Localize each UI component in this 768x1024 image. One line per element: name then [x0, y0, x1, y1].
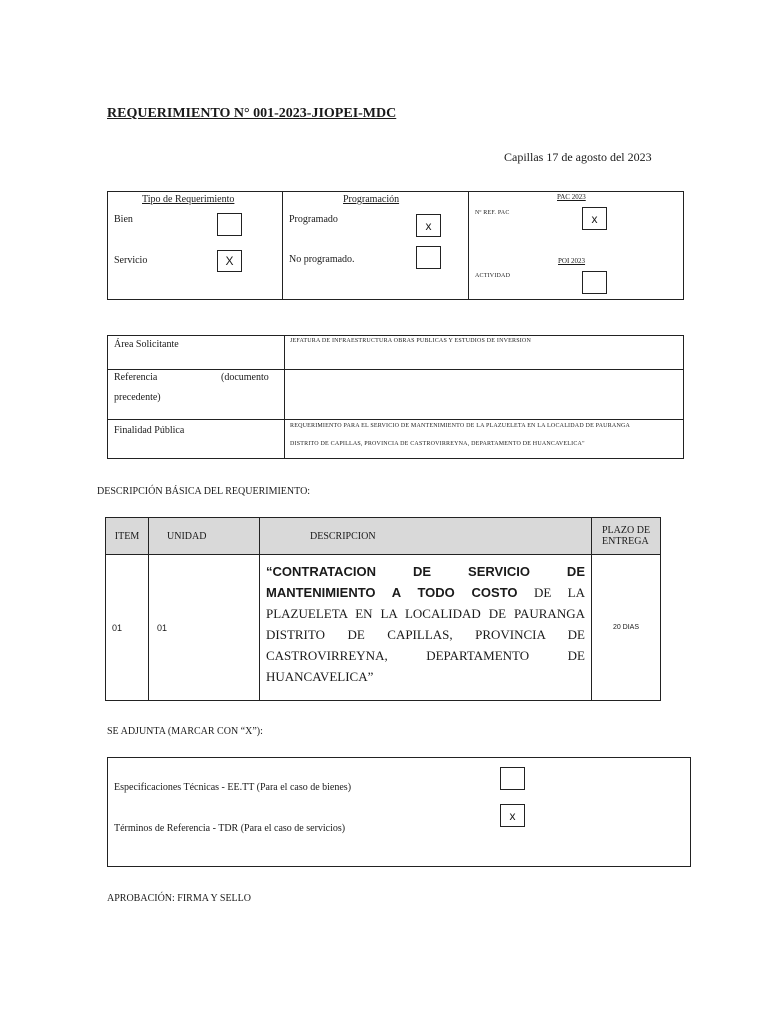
bien-label: Bien: [114, 214, 133, 225]
finalidad-value-1: REQUERIMIENTO PARA EL SERVICIO DE MANTENIMIENTO DE LA PLAZUELETA EN LA LOCALIDAD DE PAURANGA: [290, 423, 631, 429]
referencia-label: Referencia: [114, 372, 158, 383]
table-header-row: [106, 518, 661, 555]
row-descripcion-rest: DE LA PLAZUELETA EN LA LOCALIDAD DE PAURANGA DISTRITO DE CAPILLAS, PROVINCIA DE CASTROVIRREYNA, DEPARTAMENTO DE HUANCAVELICA”: [266, 585, 585, 684]
tipo-header: Tipo de Requerimiento: [142, 194, 235, 205]
area-label: Área Solicitante: [114, 339, 179, 350]
col-unidad: UNIDAD: [149, 518, 260, 555]
bien-checkbox[interactable]: [217, 213, 242, 236]
finalidad-label: Finalidad Pública: [114, 425, 185, 436]
col-descripcion: DESCRIPCION: [260, 518, 592, 555]
programado-checkbox[interactable]: x: [416, 214, 441, 237]
servicio-label: Servicio: [114, 255, 148, 266]
programacion-header: Programación: [343, 194, 400, 205]
poi-header: POI 2023: [558, 257, 586, 265]
row-descripcion-bold: “CONTRATACION DE SERVICIO DE MANTENIMIENTO A TODO COSTO: [266, 564, 585, 600]
descripcion-table: [105, 517, 661, 701]
actividad-label: ACTIVIDAD: [475, 273, 511, 279]
document-title: REQUERIMIENTO N° 001-2023-JIOPEI-MDC: [107, 106, 397, 121]
row-item: 01: [106, 555, 149, 701]
adjunta-section-title: SE ADJUNTA (MARCAR CON “X”):: [107, 726, 263, 737]
document-date: Capillas 17 de agosto del 2023: [504, 150, 652, 164]
programado-label: Programado: [289, 214, 338, 225]
tdr-label: Términos de Referencia - TDR (Para el caso de servicios): [114, 823, 346, 834]
tdr-checkbox[interactable]: x: [500, 804, 525, 827]
pac-header: PAC 2023: [557, 193, 586, 201]
actividad-checkbox[interactable]: [582, 271, 607, 294]
no-programado-checkbox[interactable]: [416, 246, 441, 269]
eett-label: Especificaciones Técnicas - EE.TT (Para el caso de bienes): [114, 782, 352, 793]
eett-checkbox[interactable]: [500, 767, 525, 790]
finalidad-value-2: DISTRITO DE CAPILLAS, PROVINCIA DE CASTROVIRREYNA, DEPARTAMENTO DE HUANCAVELICA": [290, 441, 585, 447]
ref-pac-label: Nº REF. PAC: [475, 210, 510, 216]
col-item: ITEM: [106, 518, 149, 555]
row-descripcion: [260, 555, 592, 701]
no-programado-label: No programado.: [289, 254, 355, 265]
table-row: [106, 555, 661, 701]
referencia-label-2: (documento: [221, 372, 269, 383]
area-value: JEFATURA DE INFRAESTRUCTURA OBRAS PUBLICAS Y ESTUDIOS DE INVERSION: [290, 338, 532, 344]
referencia-label-3: precedente): [114, 392, 161, 403]
aprobacion-label: APROBACIÓN: FIRMA Y SELLO: [107, 893, 251, 904]
servicio-checkbox[interactable]: X: [217, 250, 242, 272]
row-plazo: 20 DIAS: [592, 555, 661, 701]
ref-pac-checkbox[interactable]: x: [582, 207, 607, 230]
row-unidad: 01: [149, 555, 260, 701]
col-plazo: PLAZO DE ENTREGA: [592, 518, 661, 555]
descripcion-section-title: DESCRIPCIÓN BÁSICA DEL REQUERIMIENTO:: [97, 486, 311, 497]
adjunta-box: [107, 757, 691, 867]
